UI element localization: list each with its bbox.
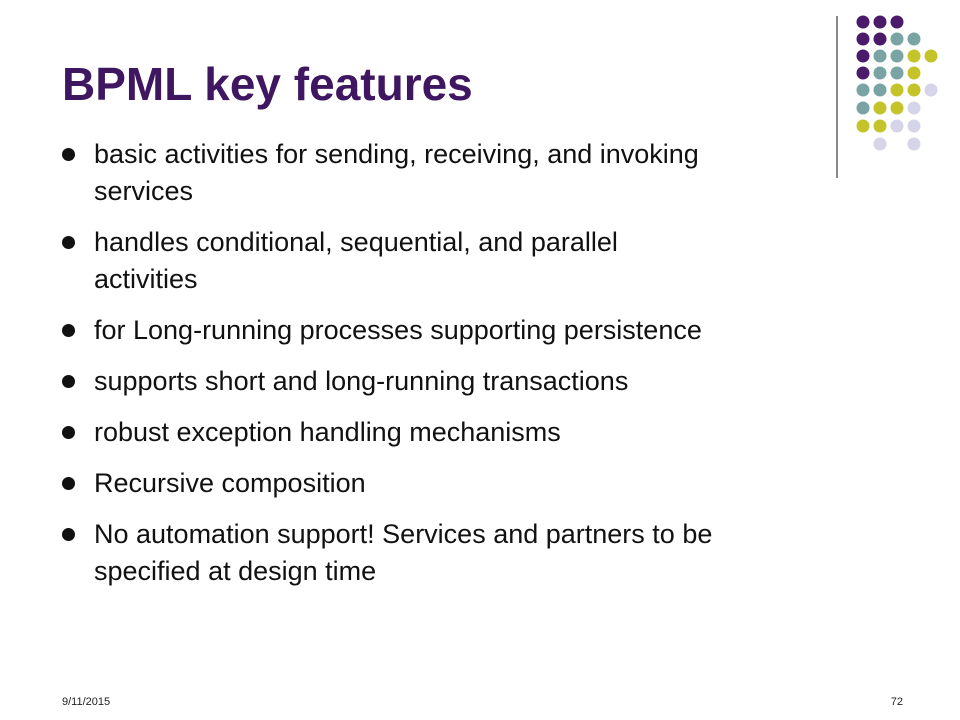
bullet-text-line: activities — [94, 264, 198, 294]
decorative-dot — [908, 50, 921, 63]
decorative-dot — [857, 50, 870, 63]
decorative-dot — [874, 102, 887, 115]
decorative-dot — [857, 67, 870, 80]
decorative-dot — [908, 102, 921, 115]
decorative-dot — [891, 120, 904, 133]
bullet-item — [62, 136, 902, 210]
bullet-text-line: specified at design time — [94, 556, 377, 586]
bullet-dot-icon — [62, 324, 75, 337]
decorative-dot — [874, 50, 887, 63]
decorative-dot — [891, 50, 904, 63]
slide-title: BPML key features — [62, 58, 473, 110]
bullet-item — [62, 312, 902, 349]
decorative-dot — [857, 33, 870, 46]
decorative-dot — [874, 16, 887, 29]
decorative-dot — [874, 33, 887, 46]
decorative-dot — [925, 50, 938, 63]
decorative-dot — [874, 120, 887, 133]
footer-page-number: 72 — [890, 696, 903, 708]
bullet-item — [62, 516, 902, 590]
bullet-item — [62, 224, 902, 298]
decorative-dot — [857, 120, 870, 133]
bullet-item — [62, 414, 902, 451]
decorative-dot — [874, 67, 887, 80]
decorative-dot — [908, 138, 921, 151]
bullet-text-line: robust exception handling mechanisms — [94, 417, 561, 447]
decorative-dot — [857, 16, 870, 29]
bullet-dot-icon — [62, 477, 75, 490]
decorative-dot — [925, 84, 938, 97]
decorative-dot — [874, 84, 887, 97]
decorative-dot — [908, 84, 921, 97]
bullet-text-line: for Long-running processes supporting persistence — [94, 315, 702, 345]
bullet-text-line: services — [94, 176, 194, 206]
decorative-dot — [908, 120, 921, 133]
bullet-item — [62, 363, 902, 400]
bullet-dot-icon — [62, 375, 75, 388]
decorative-dot — [891, 16, 904, 29]
decorative-dot — [908, 33, 921, 46]
bullet-text-line: handles conditional, sequential, and parallel — [94, 227, 618, 257]
decorative-dot — [891, 102, 904, 115]
decorative-dot — [857, 102, 870, 115]
bullet-list — [62, 136, 902, 604]
bullet-dot-icon — [62, 148, 75, 161]
decorative-dot — [891, 33, 904, 46]
bullet-text-line: No automation support! Services and partners to be — [94, 519, 713, 549]
bullet-text-line: Recursive composition — [94, 468, 366, 498]
bullet-dot-icon — [62, 528, 75, 541]
bullet-dot-icon — [62, 426, 75, 439]
decorative-dot — [908, 67, 921, 80]
bullet-text-line: basic activities for sending, receiving, and invoking — [94, 139, 699, 169]
decorative-dot — [857, 84, 870, 97]
footer-date: 9/11/2015 — [62, 696, 111, 708]
decorative-dot — [891, 84, 904, 97]
bullet-dot-icon — [62, 236, 75, 249]
decorative-dot — [891, 67, 904, 80]
bullet-text-line: supports short and long-running transactions — [94, 366, 629, 396]
bullet-item — [62, 465, 902, 502]
